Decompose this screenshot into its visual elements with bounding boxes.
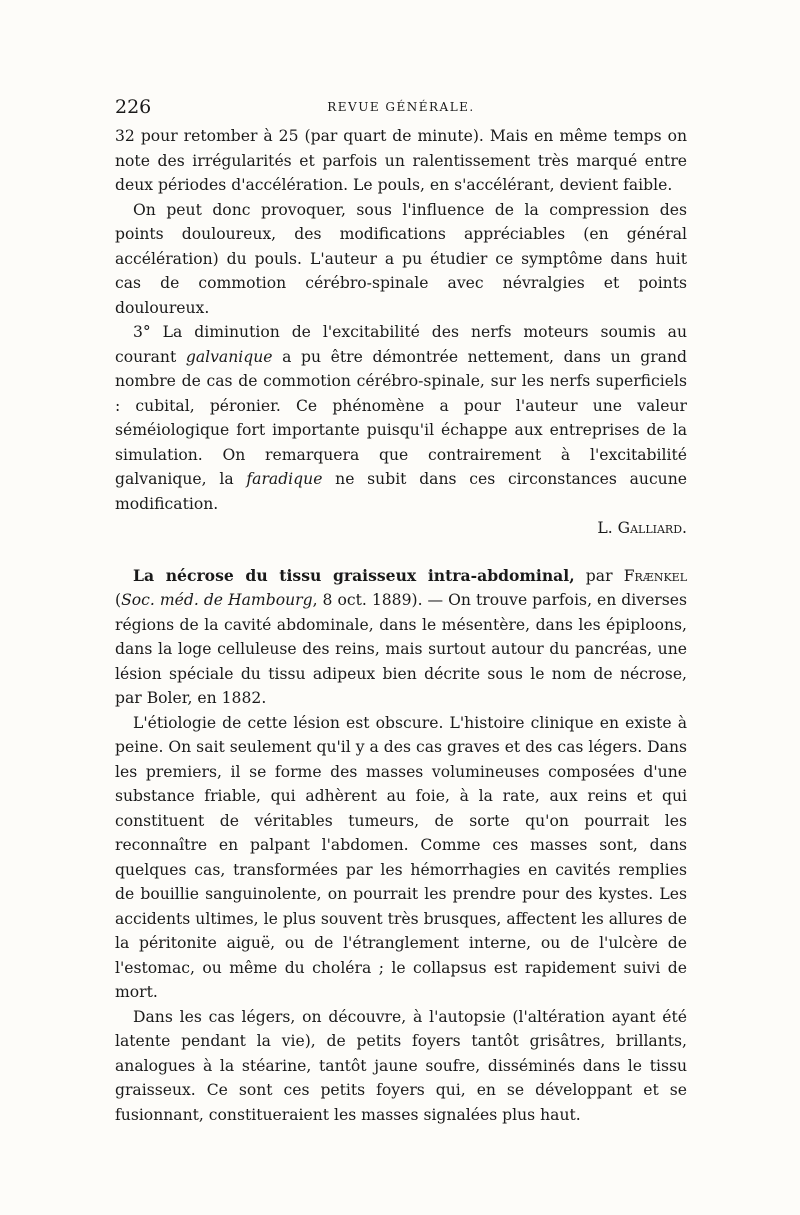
paragraph-pulse: 32 pour retomber à 25 (par quart de minute). Mais en même temps on note des irrégularités et parfois un ralentissement très marqué entre deux périodes d'accélération. Le pouls, en s'accélérant, devient faible. xyxy=(115,127,687,194)
article-citation: Soc. méd. de Hambourg xyxy=(121,591,313,609)
paragraph-etiology: L'étiologie de cette lésion est obscure. L'histoire clinique en existe à peine. On sait seulement qu'il y a des cas graves et des cas légers. Dans les premiers, il se forme des masses volumineuses composées d'une substance friable, qui adhèrent au foie, à la rate, aux reins et qui constituent de véritables tumeurs, de sorte qu'on pourrait les reconnaître en palpant l'abdomen. Comme ces masses sont, dans quelques cas, transformées par les hémorrhagies en cavités remplies de bouillie sanguinolente, on pourrait les prendre pour des kystes. Les accidents ultimes, le plus souvent très brusques, affectent les allures de la péritonite aiguë, ou de l'étranglement interne, ou de l'ulcère de l'estomac, ou même du choléra ; le collapsus est rapidement suivi de mort. xyxy=(115,713,687,1001)
page-header xyxy=(115,96,687,122)
paragraph-excitability: 3° La diminution de l'excitabilité des nerfs moteurs soumis au courant galvanique a pu être démontrée nettement, dans un grand nombre de cas de commotion cérébro-spinale, sur les nerfs superficiels : cubital, péronier. Ce phénomène a pour l'auteur une valeur séméiologique fort importante puisqu'il échappe aux entreprises de la simulation. On remarquera que contrairement à l'excitabilité galvanique, la faradique ne subit dans ces circonstances aucune modification. xyxy=(115,323,687,513)
italic-faradique: faradique xyxy=(246,470,323,488)
article-necrose: La nécrose du tissu graisseux intra-abdominal, par Frænkel (Soc. méd. de Hambourg, 8 oct. 1889). — On trouve parfois, en diverses régions de la cavité abdominale, dans le mésentère, dans les épiploons, dans la loge celluleuse des reins, mais surtout autour du pancréas, une lésion spéciale du tissu adipeux bien décrite sous le nom de nécrose, par Boler, en 1882. xyxy=(115,565,687,707)
article-author: Frænkel xyxy=(623,566,687,585)
running-title: REVUE GÉNÉRALE. xyxy=(327,100,475,114)
paragraph-compression: On peut donc provoquer, sous l'influence de la compression des points douloureux, des modifications appréciables (en général accélération) du pouls. L'auteur a pu étudier ce symptôme dans huit cas de commotion cérébro-spinale avec névralgies et points douloureux. xyxy=(115,200,687,317)
italic-galvanique: galvanique xyxy=(185,347,273,366)
author-signature: L. Galliard. xyxy=(597,519,687,537)
section-gap xyxy=(115,541,687,564)
page-number: 226 xyxy=(115,96,152,118)
paragraph-light-cases: Dans les cas légers, on découvre, à l'autopsie (l'altération ayant été latente pendant la vie), de petits foyers tantôt grisâtres, brillants, analogues à la stéarine, tantôt jaune soufre, disséminés dans le tissu graisseux. Ce sont ces petits foyers qui, en se développant et se fusionnant, constitueraient les masses signalées plus haut. xyxy=(115,1007,687,1124)
section-commotion-end xyxy=(115,124,687,1127)
article-title: La nécrose du tissu graisseux intra-abdominal, xyxy=(133,565,575,585)
